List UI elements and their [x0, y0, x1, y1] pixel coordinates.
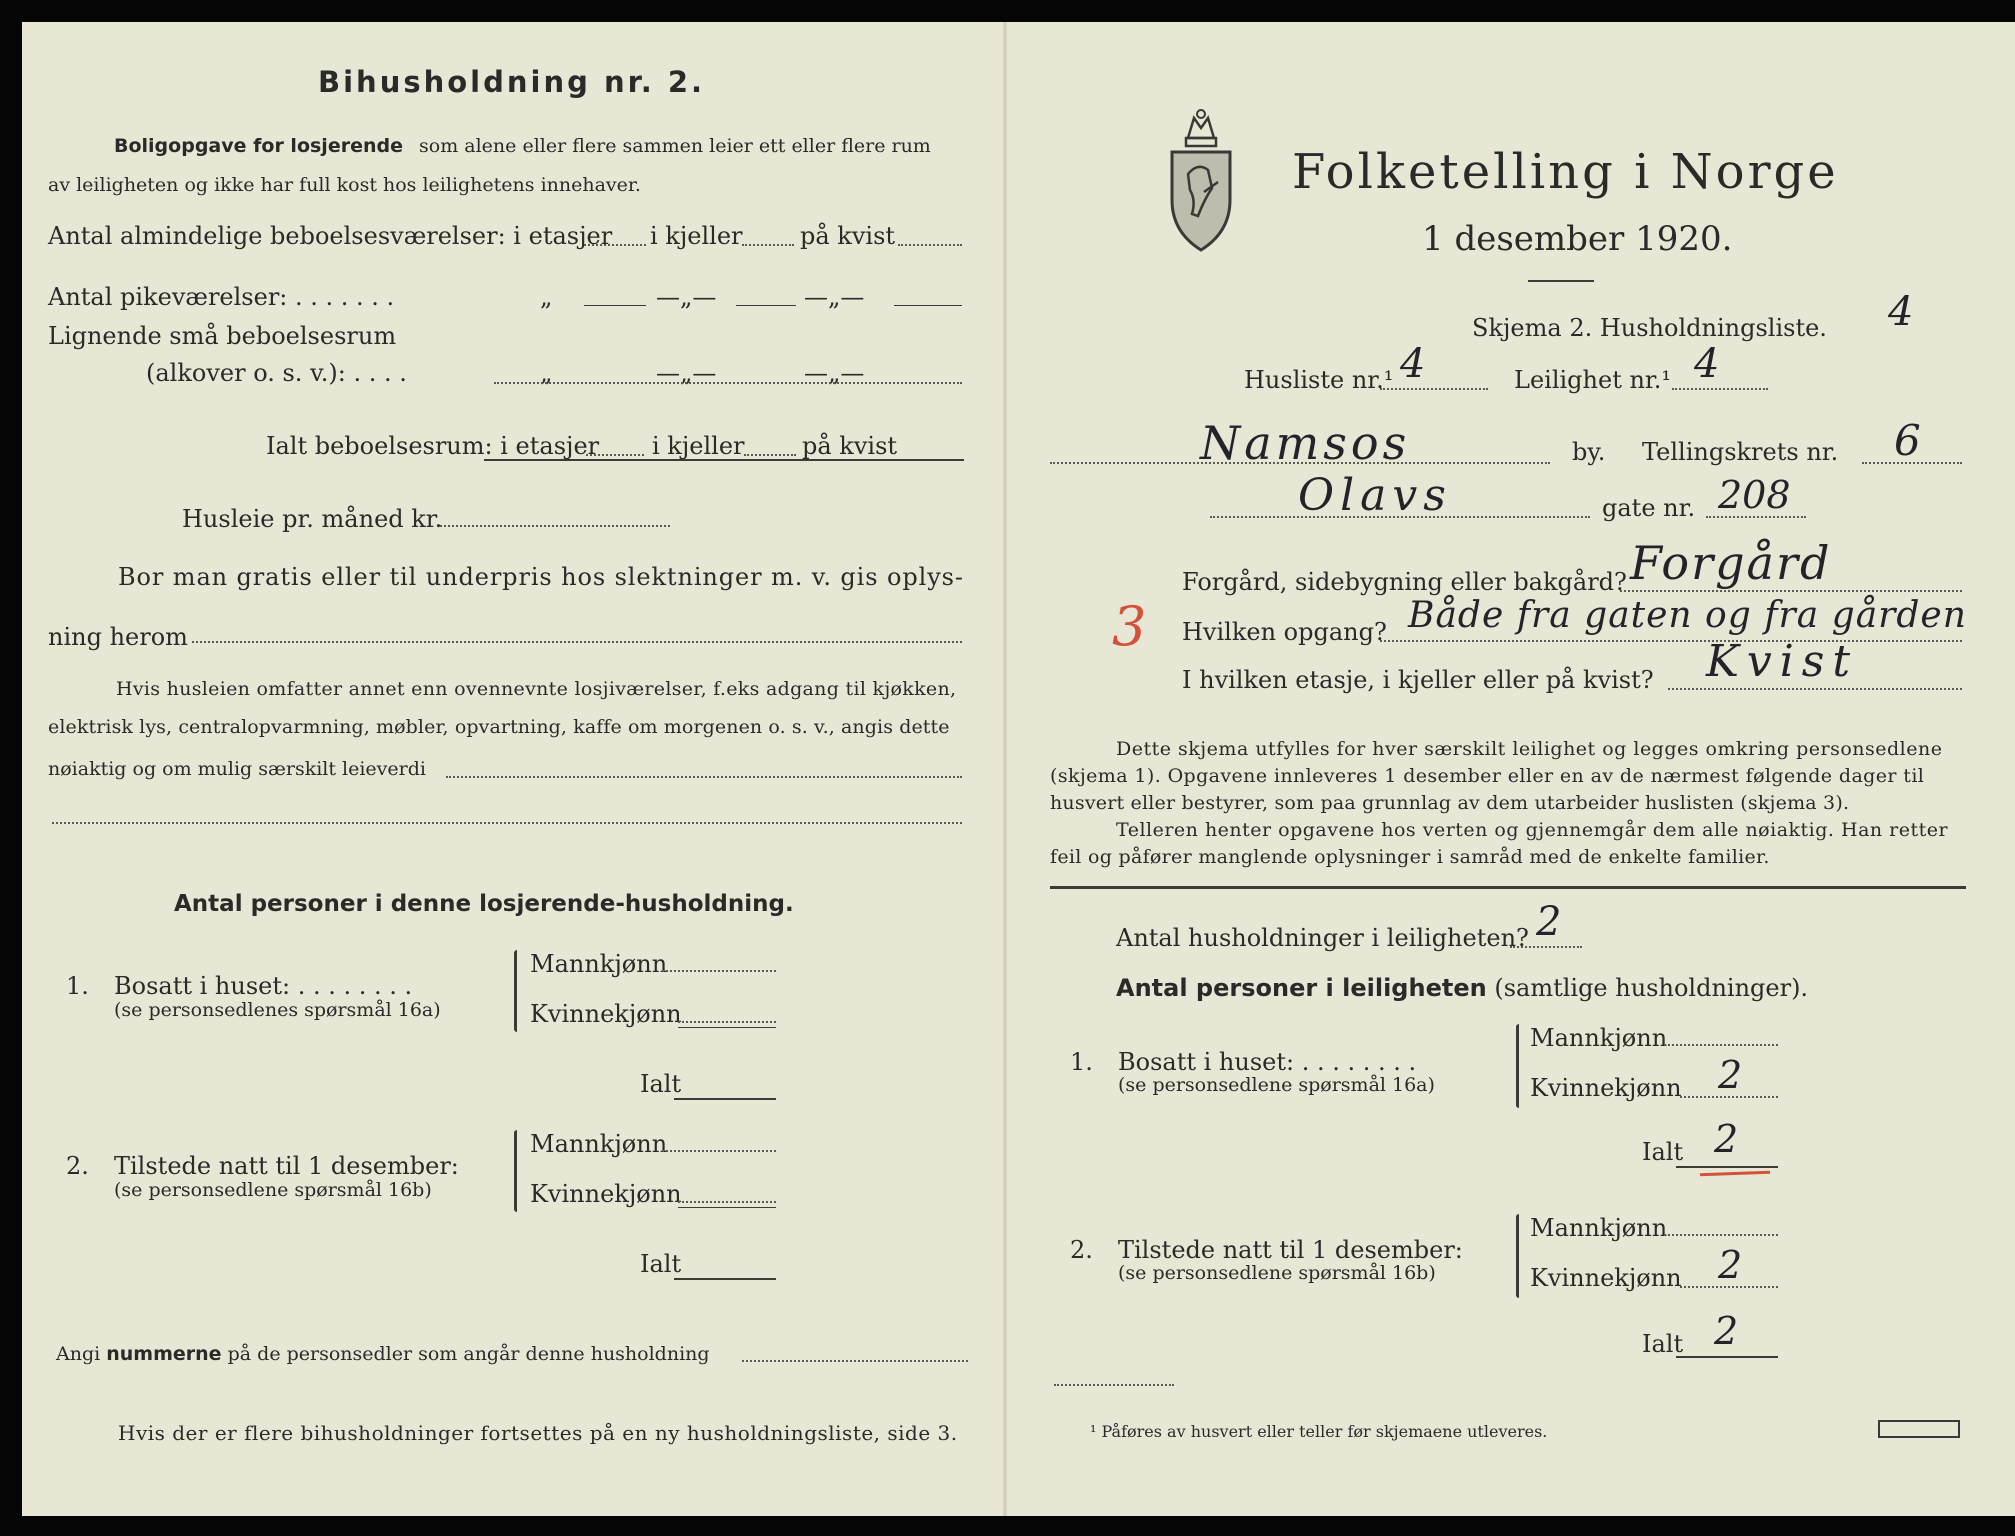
r-q1-brace	[1516, 1024, 1519, 1108]
hvis-1: Hvis husleien omfatter annet enn ovennevnte losjiværelser, f.eks adgang til kjøkken,	[116, 678, 957, 700]
r-q2-kvinne-value: 2	[1718, 1243, 1743, 1287]
row-lignende-1: Lignende små beboelsesrum	[48, 322, 397, 350]
opgang-label: Hvilken opgang?	[1182, 618, 1387, 646]
leilighet-label: Leilighet nr.¹	[1514, 366, 1672, 394]
q1-sub: (se personsedlenes spørsmål 16a)	[114, 999, 441, 1021]
right-title: Folketelling i Norge	[1292, 144, 1839, 200]
forgaard-label: Forgård, sidebygning eller bakgård?	[1182, 568, 1627, 596]
hvis-2: elektrisk lys, centralopvarmning, møbler, opvartning, kaffe om morgenen o. s. v., angis dette	[48, 716, 950, 738]
r-q2-ialt-label: Ialt	[1642, 1330, 1684, 1358]
angi-bold: nummerne	[106, 1343, 222, 1365]
antal-hush-label: Antal husholdninger i leiligheten?	[1116, 924, 1529, 952]
tellingskrets-label: Tellingskrets nr.	[1642, 438, 1839, 466]
r-q2-kvinne-label: Kvinnekjønn	[1530, 1264, 1682, 1292]
husliste-value: 4	[1400, 341, 1426, 387]
skjema-label: Skjema 2. Husholdningsliste.	[1472, 314, 1827, 342]
angi-line: Angi nummerne på de personsedler som angår denne husholdning	[56, 1343, 710, 1365]
row-lignende-2: (alkover o. s. v.): . . . .	[146, 359, 407, 387]
footnote: ¹ Påføres av husvert eller teller før skjemaene utleveres.	[1090, 1422, 1548, 1441]
q1-label: Bosatt i huset: . . . . . . . .	[114, 972, 413, 1000]
q1-ialt-label: Ialt	[640, 1070, 682, 1098]
row-ialt-label: Ialt beboelsesrum: i etasjer	[266, 432, 600, 460]
para2-line1: Telleren henter opgavene hos verten og gjennemgår dem alle nøiaktig. Han retter	[1116, 819, 1949, 841]
by-value: Namsos	[1200, 416, 1411, 470]
r-q1-ialt-value: 2	[1714, 1117, 1739, 1161]
q2-ialt-label: Ialt	[640, 1250, 682, 1278]
para1-line3: husvert eller bestyrer, som paa grunnlag av dem utarbeider huslisten (skjema 3).	[1050, 792, 1850, 814]
by-label: by.	[1572, 438, 1606, 466]
antal-heading: Antal personer i denne losjerende-husholdning.	[174, 891, 794, 917]
intro-line-2: av leiligheten og ikke har full kost hos leilighetens innehaver.	[48, 174, 641, 196]
tellingskrets-value: 6	[1894, 416, 1921, 465]
gate-label: gate nr.	[1602, 494, 1696, 522]
bor-man-1: Bor man gratis eller til underpris hos slektninger m. v. gis oplys-	[118, 563, 964, 591]
para1-line2: (skjema 1). Opgavene innleveres 1 desember eller en av de nærmest følgende dager til	[1050, 765, 1925, 787]
intro-bold: Boligopgave for losjerende	[114, 135, 403, 157]
forgaard-value: Forgård	[1630, 536, 1832, 590]
gate-value: Olavs	[1298, 470, 1452, 521]
r-q1-ialt-label: Ialt	[1642, 1138, 1684, 1166]
intro-line-1: Boligopgave for losjerende som alene eller flere sammen leier ett eller flere rum	[114, 135, 931, 157]
antal-hush-value: 2	[1536, 899, 1562, 945]
r-q1-sub: (se personsedlene spørsmål 16a)	[1118, 1074, 1435, 1096]
opgang-mark: 3	[1112, 595, 1147, 658]
row-pike-label: Antal pikeværelser: . . . . . . .	[48, 283, 395, 311]
q2-mann-label: Mannkjønn	[530, 1130, 668, 1158]
left-title: Bihusholdning nr. 2.	[318, 65, 706, 99]
antal-pers-bold: Antal personer i leiligheten	[1116, 974, 1487, 1002]
opgang-value: Både fra gaten og fra gården	[1408, 595, 1967, 636]
r-q1-kvinne-value: 2	[1718, 1053, 1743, 1097]
q1-kvinne-label: Kvinnekjønn	[530, 1000, 682, 1028]
q2-brace	[514, 1130, 517, 1212]
hvis-3: nøiaktig og om mulig særskilt leieverdi	[48, 758, 426, 780]
para1-line1: Dette skjema utfylles for hver særskilt leilighet og legges omkring personsedlene	[1116, 738, 1943, 760]
r-q2-sub: (se personsedlene spørsmål 16b)	[1118, 1262, 1436, 1284]
gate-nr-value: 208	[1718, 473, 1791, 517]
r-q1-label: Bosatt i huset: . . . . . . . .	[1118, 1048, 1417, 1076]
q1-brace	[514, 950, 517, 1032]
para2-line2: feil og påfører manglende oplysninger i samråd med de enkelte familier.	[1050, 846, 1770, 868]
r-q2-ialt-value: 2	[1714, 1309, 1739, 1353]
q2-kvinne-label: Kvinnekjønn	[530, 1180, 682, 1208]
husleie-label: Husleie pr. måned kr.	[182, 505, 443, 533]
q2-label: Tilstede natt til 1 desember:	[114, 1152, 459, 1180]
r-q1-kvinne-label: Kvinnekjønn	[1530, 1074, 1682, 1102]
antal-pers-line: Antal personer i leiligheten (samtlige husholdninger).	[1116, 974, 1809, 1002]
left-footer: Hvis der er flere bihusholdninger fortsettes på en ny husholdningsliste, side 3.	[118, 1421, 958, 1445]
r-q2-mann-label: Mannkjønn	[1530, 1214, 1668, 1242]
etasje-label: I hvilken etasje, i kjeller eller på kvist?	[1182, 666, 1654, 694]
q2-sub: (se personsedlene spørsmål 16b)	[114, 1179, 432, 1201]
leilighet-value: 4	[1694, 341, 1720, 387]
skjema-value: 4	[1888, 289, 1914, 335]
r-q2-label: Tilstede natt til 1 desember:	[1118, 1236, 1463, 1264]
page-fold	[1003, 22, 1007, 1516]
etasje-value: Kvist	[1706, 636, 1859, 687]
husliste-label: Husliste nr.¹	[1244, 366, 1394, 394]
bor-man-2: ning herom	[48, 623, 188, 651]
coat-of-arms-icon	[1168, 104, 1234, 254]
printer-mark	[1878, 1420, 1960, 1438]
row-antal-label: Antal almindelige beboelsesværelser: i etasjer	[48, 222, 613, 250]
r-q2-brace	[1516, 1214, 1519, 1298]
r-q1-mann-label: Mannkjønn	[1530, 1024, 1668, 1052]
right-date: 1 desember 1920.	[1422, 219, 1733, 259]
q1-mann-label: Mannkjønn	[530, 950, 668, 978]
